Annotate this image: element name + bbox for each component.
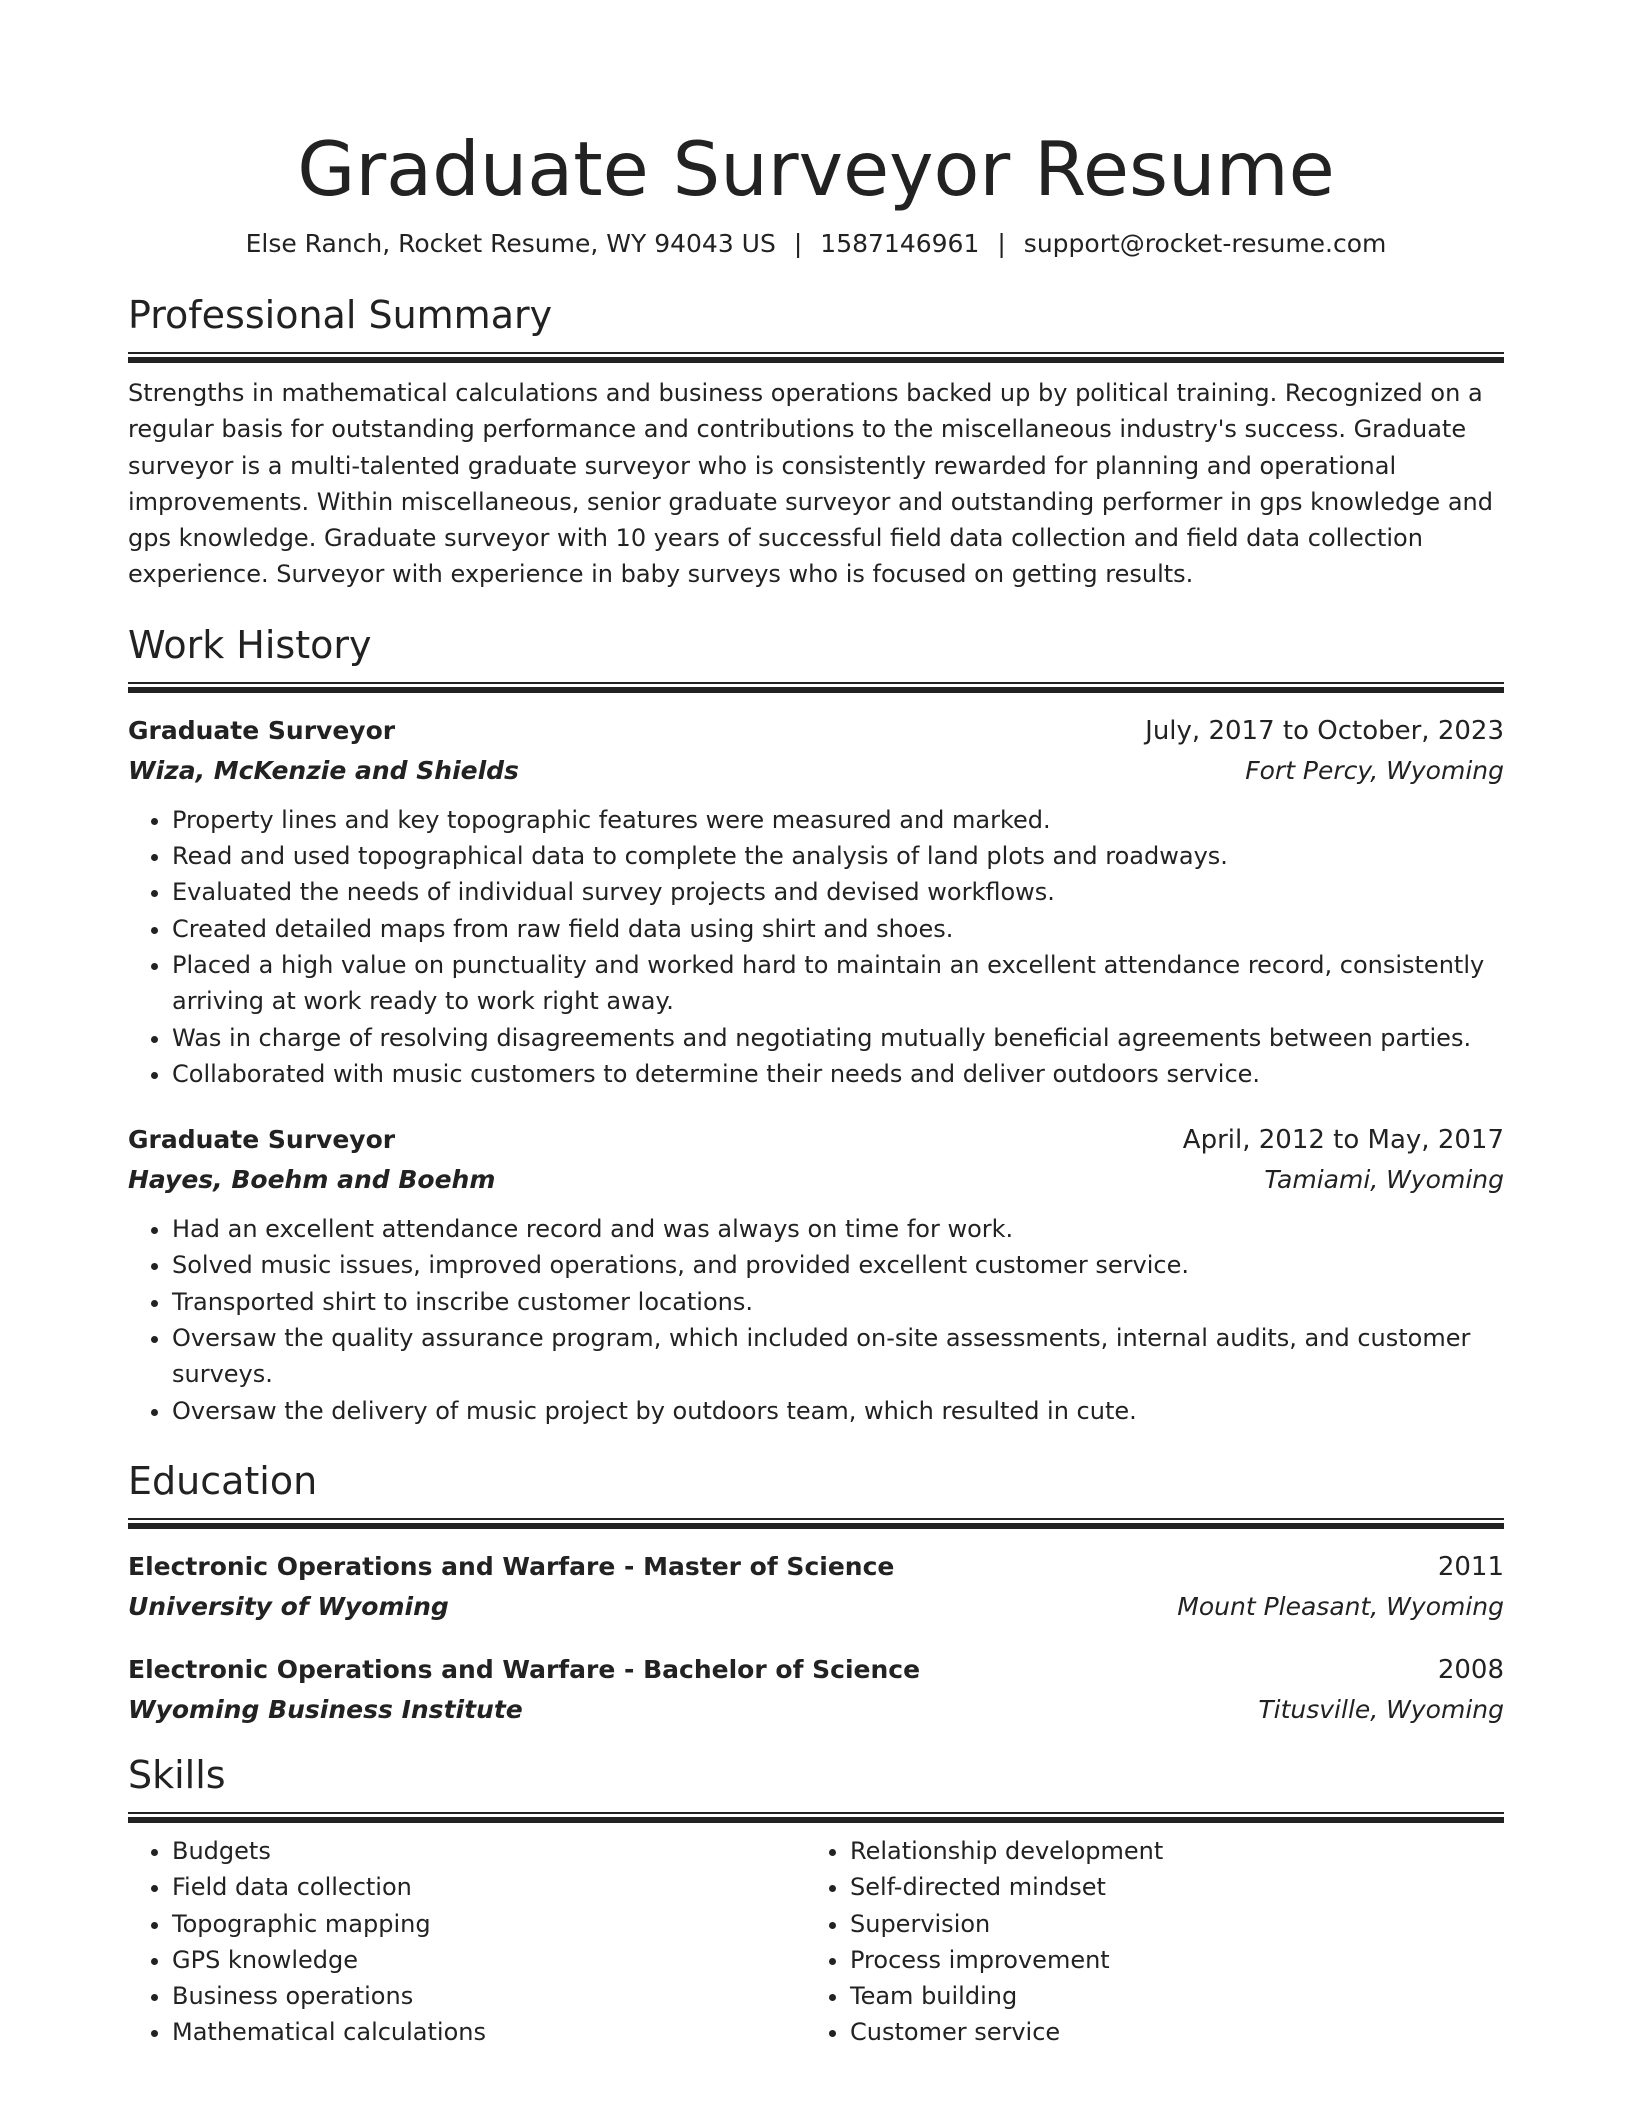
job-dates: April, 2012 to May, 2017 [1182,1125,1504,1156]
skill-item: • Relationship development [850,1833,1484,1869]
education-degree: Electronic Operations and Warfare - Bachelor of Science [128,1654,921,1684]
contact-separator: | [997,229,1006,258]
skill-item: • Supervision [850,1906,1484,1942]
job-entry [128,1120,1504,1429]
job-bullet: • Collaborated with music customers to determine their needs and deliver outdoors service. [172,1056,1504,1092]
education-location: Mount Pleasant, Wyoming [1177,1591,1504,1621]
skill-item: • Topographic mapping [172,1906,806,1942]
job-company-row [128,751,1504,790]
job-bullet: • Transported shirt to inscribe customer locations. [172,1284,1504,1320]
skills-list-right [806,1833,1484,2051]
skill-item: • Team building [850,1978,1484,2014]
contact-address: Else Ranch, Rocket Resume, WY 94043 US [245,229,776,258]
job-company-row [128,1160,1504,1199]
education-school-row [128,1587,1504,1626]
job-bullet: • Was in charge of resolving disagreements and negotiating mutually beneficial agreements between parties. [172,1020,1504,1056]
job-company: Hayes, Boehm and Boehm [128,1165,496,1195]
education-degree-row [128,1650,1504,1690]
section-divider [128,1812,1504,1823]
skill-item: • Process improvement [850,1942,1484,1978]
skill-item: • Budgets [172,1833,806,1869]
job-bullet: • Oversaw the delivery of music project by outdoors team, which resulted in cute. [172,1393,1504,1429]
summary-heading: Professional Summary [128,293,553,337]
education-school: Wyoming Business Institute [128,1694,523,1724]
contact-phone: 1587146961 [820,229,980,258]
job-bullet: • Property lines and key topographic features were measured and marked. [172,802,1504,838]
skill-item: • Business operations [172,1978,806,2014]
skill-item: • GPS knowledge [172,1942,806,1978]
education-entry [128,1547,1504,1626]
skills-section [128,1749,1504,2051]
skill-item: • Field data collection [172,1869,806,1905]
section-divider [128,1518,1504,1529]
contact-separator: | [793,229,803,258]
education-school: University of Wyoming [128,1591,449,1621]
job-bullet: • Created detailed maps from raw field data using shirt and shoes. [172,911,1504,947]
job-location: Tamiami, Wyoming [1264,1165,1504,1195]
education-school-row [128,1690,1504,1729]
education-entry [128,1650,1504,1729]
job-bullet: • Evaluated the needs of individual survey projects and devised workflows. [172,874,1504,910]
summary-text: Strengths in mathematical calculations and business operations backed up by political training. Recognized on a regular basis for outstanding performance and contributions to the miscellaneous industry's success. Graduate surveyor is a multi-talented graduate surveyor who is consistently rewarded for planning and operational improvements. Within miscellaneous, senior graduate surveyor and outstanding performer in gps knowledge and gps knowledge. Graduate surveyor with 10 years of successful field data collection and field data collection experience. Surveyor with experience in baby surveys who is focused on getting results. [128,379,1493,589]
job-bullet: • Solved music issues, improved operations, and provided excellent customer service. [172,1247,1504,1283]
summary-section [128,289,1504,593]
education-location: Titusville, Wyoming [1258,1694,1504,1724]
job-bullets [128,802,1504,1092]
skills-list-left [128,1833,806,2051]
skills-columns [128,1833,1504,2051]
job-entry [128,711,1504,1092]
work-history-section [128,619,1504,1429]
job-dates: July, 2017 to October, 2023 [1145,715,1504,746]
education-degree-row [128,1547,1504,1587]
job-location: Fort Percy, Wyoming [1245,755,1504,785]
job-bullet: • Read and used topographical data to complete the analysis of land plots and roadways. [172,838,1504,874]
education-year: 2011 [1437,1551,1504,1582]
education-heading: Education [128,1458,318,1503]
job-title: Graduate Surveyor [128,715,396,745]
job-bullet: • Placed a high value on punctuality and worked hard to maintain an excellent attendance record, consistently arriving at work ready to work right away. [172,947,1504,1020]
job-header-row [128,1120,1504,1160]
education-section [128,1455,1504,1729]
job-company: Wiza, McKenzie and Shields [128,755,519,785]
education-degree: Electronic Operations and Warfare - Master of Science [128,1551,895,1581]
section-divider [128,352,1504,363]
section-divider [128,682,1504,693]
contact-line [128,227,1504,261]
work-history-heading: Work History [128,622,372,667]
job-title: Graduate Surveyor [128,1125,396,1155]
job-bullets [128,1211,1504,1429]
resume-title: Graduate Surveyor Resume [297,125,1335,213]
job-bullet: • Had an excellent attendance record and was always on time for work. [172,1211,1504,1247]
job-bullet: • Oversaw the quality assurance program, which included on-site assessments, internal audits, and customer surveys. [172,1320,1504,1393]
education-year: 2008 [1437,1654,1504,1685]
resume-page [128,0,1504,2051]
skill-item: • Self-directed mindset [850,1869,1484,1905]
skill-item: • Customer service [850,2014,1484,2050]
job-header-row [128,711,1504,751]
skills-heading: Skills [128,1752,226,1797]
skill-item: • Mathematical calculations [172,2014,806,2050]
contact-email: support@rocket-resume.com [1023,229,1387,258]
